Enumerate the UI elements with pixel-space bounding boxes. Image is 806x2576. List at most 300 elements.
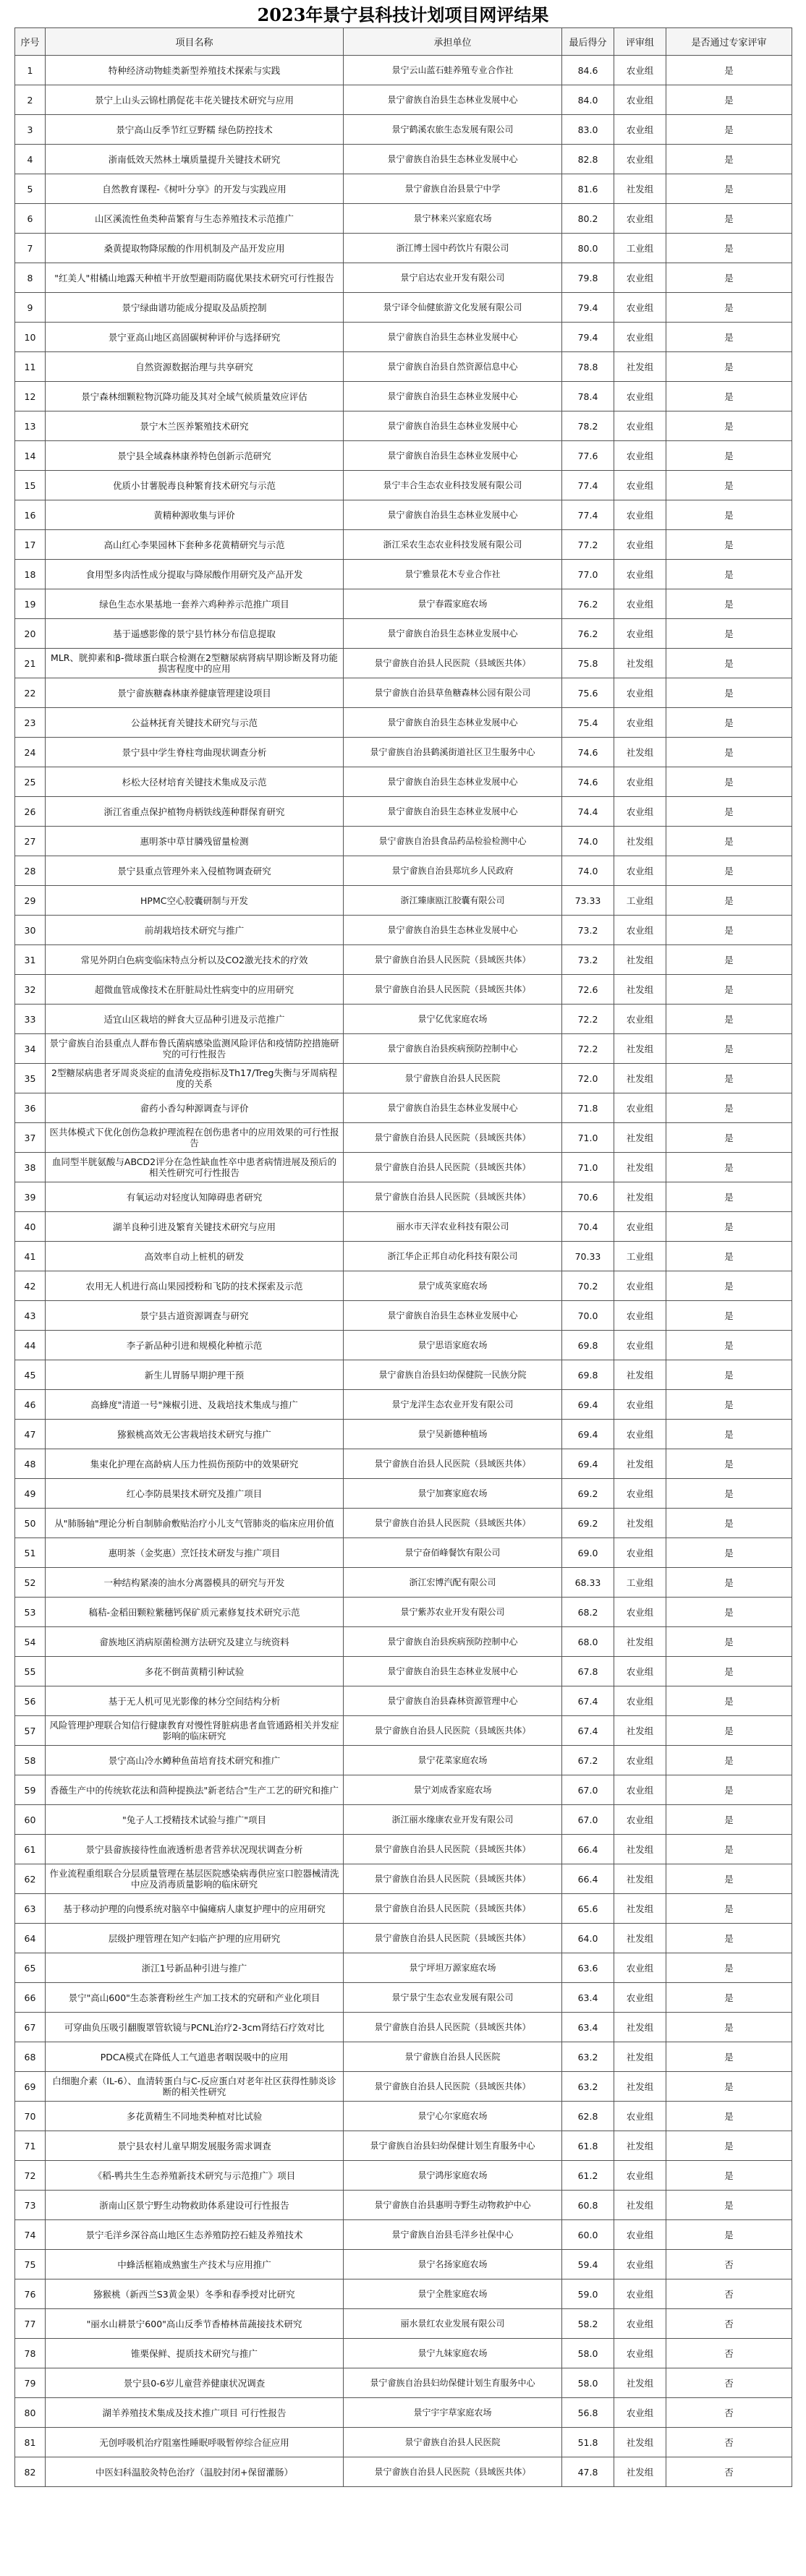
- cell-no: 20: [15, 619, 46, 649]
- cell-score: 77.4: [562, 471, 614, 500]
- cell-pass: 是: [666, 1983, 792, 2013]
- cell-score: 74.4: [562, 797, 614, 827]
- cell-no: 44: [15, 1331, 46, 1360]
- cell-project: 常见外阴白色病变临床特点分析以及CO2激光技术的疗效: [46, 945, 344, 975]
- cell-score: 51.8: [562, 2428, 614, 2457]
- table-row: [15, 1479, 792, 1509]
- table-row: [15, 2457, 792, 2487]
- cell-project: 景宁县中学生脊柱弯曲现状调查分析: [46, 738, 344, 767]
- cell-unit: 景宁畲族自治县人民医院（县域医共体）: [344, 975, 562, 1005]
- cell-unit: 景宁畲族自治县妇幼保健院一民族分院: [344, 1360, 562, 1390]
- cell-project: 惠明茶（金奖惠）烹饪技术研发与推广项目: [46, 1538, 344, 1568]
- cell-project: 浙江省重点保护植物舟柄铁线莲种群保育研究: [46, 797, 344, 827]
- cell-project: 新生儿胃肠早期护理干预: [46, 1360, 344, 1390]
- table-row: [15, 1568, 792, 1598]
- cell-unit: 景宁成英家庭农场: [344, 1271, 562, 1301]
- table-row: [15, 767, 792, 797]
- cell-unit: 景宁畲族自治县郑坑乡人民政府: [344, 856, 562, 886]
- cell-score: 70.2: [562, 1271, 614, 1301]
- cell-unit: 景宁畲族自治县生态林业发展中心: [344, 382, 562, 411]
- table-row: [15, 145, 792, 174]
- cell-pass: 是: [666, 441, 792, 471]
- cell-project: 黄精种源收集与评价: [46, 500, 344, 530]
- cell-no: 36: [15, 1093, 46, 1123]
- cell-group: 农业组: [614, 500, 666, 530]
- cell-pass: 否: [666, 2339, 792, 2368]
- cell-group: 工业组: [614, 1568, 666, 1598]
- table-row: [15, 1420, 792, 1449]
- cell-score: 72.2: [562, 1005, 614, 1034]
- cell-group: 农业组: [614, 1420, 666, 1449]
- cell-pass: 是: [666, 1360, 792, 1390]
- cell-pass: 是: [666, 945, 792, 975]
- cell-no: 4: [15, 145, 46, 174]
- cell-group: 农业组: [614, 530, 666, 560]
- table-row: [15, 1331, 792, 1360]
- cell-unit: 景宁龙洋生态农业开发有限公司: [344, 1390, 562, 1420]
- cell-score: 63.2: [562, 2072, 614, 2102]
- cell-no: 69: [15, 2072, 46, 2102]
- table-row: [15, 797, 792, 827]
- cell-score: 66.4: [562, 1864, 614, 1894]
- cell-pass: 是: [666, 649, 792, 678]
- cell-score: 79.4: [562, 323, 614, 352]
- cell-project: 高蜂度"清道一号"辣椒引进、及栽培技术集成与推广: [46, 1390, 344, 1420]
- cell-pass: 是: [666, 708, 792, 738]
- cell-no: 8: [15, 263, 46, 293]
- cell-pass: 是: [666, 1420, 792, 1449]
- cell-pass: 是: [666, 856, 792, 886]
- cell-no: 47: [15, 1420, 46, 1449]
- cell-project: "丽水山耕景宁600"高山反季节香椿林苗蔬接技术研究: [46, 2309, 344, 2339]
- cell-pass: 否: [666, 2398, 792, 2428]
- table-row: [15, 2042, 792, 2072]
- cell-project: 景宁上山头云锦杜鹃促花丰花关键技术研究与应用: [46, 85, 344, 115]
- cell-unit: 景宁畲族自治县人民医院（县域医共体）: [344, 1864, 562, 1894]
- cell-project: 景宁高山冷水鳟种鱼苗培育技术研究和推广: [46, 1746, 344, 1775]
- cell-unit: 景宁全胜家庭农场: [344, 2279, 562, 2309]
- cell-group: 农业组: [614, 1953, 666, 1983]
- cell-group: 农业组: [614, 916, 666, 945]
- cell-no: 52: [15, 1568, 46, 1598]
- cell-no: 35: [15, 1064, 46, 1093]
- cell-score: 67.2: [562, 1746, 614, 1775]
- cell-unit: 景宁畲族自治县生态林业发展中心: [344, 1093, 562, 1123]
- page-title: 2023年景宁县科技计划项目网评结果: [257, 4, 549, 25]
- table-row: [15, 234, 792, 263]
- table-row: [15, 708, 792, 738]
- cell-score: 67.4: [562, 1716, 614, 1746]
- cell-pass: 是: [666, 530, 792, 560]
- cell-score: 59.4: [562, 2250, 614, 2279]
- cell-unit: 景宁畲族自治县生态林业发展中心: [344, 85, 562, 115]
- cell-pass: 是: [666, 500, 792, 530]
- cell-unit: 景宁雅景花木专业合作社: [344, 560, 562, 589]
- cell-pass: 是: [666, 1924, 792, 1953]
- table-row: [15, 1746, 792, 1775]
- table-row: [15, 174, 792, 204]
- cell-score: 83.0: [562, 115, 614, 145]
- header-group: 评审组: [614, 28, 666, 56]
- cell-group: 社发组: [614, 1924, 666, 1953]
- cell-unit: 浙江臻康瓯江胶囊有限公司: [344, 886, 562, 916]
- cell-score: 66.4: [562, 1835, 614, 1864]
- cell-unit: 景宁畲族自治县人民医院（县域医共体）: [344, 1894, 562, 1924]
- cell-unit: 景宁畲族自治县疾病预防控制中心: [344, 1627, 562, 1657]
- cell-group: 社发组: [614, 352, 666, 382]
- table-row: [15, 1775, 792, 1805]
- cell-no: 73: [15, 2191, 46, 2220]
- cell-pass: 是: [666, 1182, 792, 1212]
- cell-project: 集束化护理在高龄病人压力性损伤预防中的效果研究: [46, 1449, 344, 1479]
- cell-pass: 是: [666, 1390, 792, 1420]
- cell-no: 78: [15, 2339, 46, 2368]
- cell-score: 74.0: [562, 827, 614, 856]
- cell-group: 农业组: [614, 1657, 666, 1686]
- cell-group: 农业组: [614, 1805, 666, 1835]
- cell-group: 社发组: [614, 2368, 666, 2398]
- cell-unit: 景宁畲族自治县生态林业发展中心: [344, 441, 562, 471]
- cell-score: 69.0: [562, 1538, 614, 1568]
- cell-pass: 是: [666, 2161, 792, 2191]
- page: [0, 3, 806, 2576]
- cell-pass: 是: [666, 323, 792, 352]
- cell-score: 68.33: [562, 1568, 614, 1598]
- table-row: [15, 649, 792, 678]
- cell-group: 农业组: [614, 1598, 666, 1627]
- cell-unit: 景宁加赛家庭农场: [344, 1479, 562, 1509]
- cell-no: 59: [15, 1775, 46, 1805]
- table-row: [15, 263, 792, 293]
- cell-score: 77.0: [562, 560, 614, 589]
- cell-pass: 否: [666, 2428, 792, 2457]
- cell-score: 75.6: [562, 678, 614, 708]
- cell-score: 71.8: [562, 1093, 614, 1123]
- cell-score: 60.8: [562, 2191, 614, 2220]
- cell-pass: 否: [666, 2368, 792, 2398]
- cell-score: 79.8: [562, 263, 614, 293]
- cell-score: 70.6: [562, 1182, 614, 1212]
- cell-group: 社发组: [614, 945, 666, 975]
- cell-pass: 是: [666, 1093, 792, 1123]
- table-row: [15, 352, 792, 382]
- cell-unit: 景宁畲族自治县生态林业发展中心: [344, 145, 562, 174]
- table-row: [15, 1924, 792, 1953]
- cell-group: 社发组: [614, 1123, 666, 1153]
- table-row: [15, 2279, 792, 2309]
- table-row: [15, 2398, 792, 2428]
- cell-pass: 是: [666, 1598, 792, 1627]
- cell-score: 73.33: [562, 886, 614, 916]
- cell-project: 景宁县重点管理外来入侵植物调查研究: [46, 856, 344, 886]
- cell-project: 中医妇科温胶灸特色治疗（温胶封闭+保留灌肠）: [46, 2457, 344, 2487]
- cell-group: 社发组: [614, 174, 666, 204]
- cell-no: 48: [15, 1449, 46, 1479]
- cell-project: 畲药小香勾种源调查与评价: [46, 1093, 344, 1123]
- cell-score: 70.0: [562, 1301, 614, 1331]
- cell-no: 30: [15, 916, 46, 945]
- cell-no: 75: [15, 2250, 46, 2279]
- cell-no: 27: [15, 827, 46, 856]
- cell-group: 社发组: [614, 1716, 666, 1746]
- cell-pass: 是: [666, 1449, 792, 1479]
- cell-score: 72.6: [562, 975, 614, 1005]
- cell-unit: 景宁畲族自治县人民医院: [344, 2042, 562, 2072]
- cell-no: 58: [15, 1746, 46, 1775]
- cell-project: 中蜂活框箱成熟蜜生产技术与应用推广: [46, 2250, 344, 2279]
- cell-unit: 景宁畲族自治县生态林业发展中心: [344, 619, 562, 649]
- cell-group: 农业组: [614, 2339, 666, 2368]
- cell-unit: 景宁畲族自治县人民医院（县域医共体）: [344, 2072, 562, 2102]
- cell-unit: 景宁畲族自治县人民医院: [344, 1064, 562, 1093]
- cell-no: 10: [15, 323, 46, 352]
- cell-unit: 景宁畲族自治县疾病预防控制中心: [344, 1034, 562, 1064]
- cell-project: 畲族地区消病原菌检测方法研究及建立与统资料: [46, 1627, 344, 1657]
- cell-score: 56.8: [562, 2398, 614, 2428]
- cell-score: 69.2: [562, 1509, 614, 1538]
- cell-score: 63.4: [562, 2013, 614, 2042]
- cell-project: 景宁木兰医养繁殖技术研究: [46, 411, 344, 441]
- cell-pass: 是: [666, 1657, 792, 1686]
- cell-pass: 是: [666, 411, 792, 441]
- cell-project: 景宁高山反季节红豆野糯 绿色防控技术: [46, 115, 344, 145]
- cell-group: 社发组: [614, 1627, 666, 1657]
- table-row: [15, 589, 792, 619]
- cell-unit: 浙江采农生态农业科技发展有限公司: [344, 530, 562, 560]
- header-project: 项目名称: [46, 28, 344, 56]
- cell-project: 无创呼吸机治疗阻塞性睡眠呼吸暂停综合征应用: [46, 2428, 344, 2457]
- cell-group: 农业组: [614, 619, 666, 649]
- cell-score: 77.6: [562, 441, 614, 471]
- table-row: [15, 1864, 792, 1894]
- cell-score: 71.0: [562, 1153, 614, 1182]
- cell-project: 一种结构紧凑的油水分离器模具的研究与开发: [46, 1568, 344, 1598]
- table-row: [15, 560, 792, 589]
- cell-pass: 是: [666, 1835, 792, 1864]
- cell-no: 25: [15, 767, 46, 797]
- cell-no: 28: [15, 856, 46, 886]
- cell-score: 78.2: [562, 411, 614, 441]
- table-row: [15, 1953, 792, 1983]
- cell-pass: 是: [666, 1242, 792, 1271]
- cell-pass: 是: [666, 1271, 792, 1301]
- cell-pass: 是: [666, 293, 792, 323]
- cell-project: 浙江1号新品种引进与推广: [46, 1953, 344, 1983]
- cell-group: 农业组: [614, 1212, 666, 1242]
- cell-project: 景宁绿曲谱功能成分提取及品质控制: [46, 293, 344, 323]
- cell-group: 农业组: [614, 1093, 666, 1123]
- cell-project: 景宁畲族自治县重点人群布鲁氏菌病感染监测风险评估和疫情防控措施研究的可行性报告: [46, 1034, 344, 1064]
- table-row: [15, 1538, 792, 1568]
- cell-group: 农业组: [614, 589, 666, 619]
- cell-pass: 是: [666, 1064, 792, 1093]
- cell-group: 社发组: [614, 2131, 666, 2161]
- table-row: [15, 441, 792, 471]
- cell-group: 农业组: [614, 2161, 666, 2191]
- table-row: [15, 293, 792, 323]
- header-no: 序号: [15, 28, 46, 56]
- table-row: [15, 1034, 792, 1064]
- header-pass: 是否通过专家评审: [666, 28, 792, 56]
- cell-pass: 是: [666, 1153, 792, 1182]
- table-row: [15, 678, 792, 708]
- header-score: 最后得分: [562, 28, 614, 56]
- cell-project: 有氧运动对轻度认知障碍患者研究: [46, 1182, 344, 1212]
- cell-unit: 景宁畲族自治县生态林业发展中心: [344, 1301, 562, 1331]
- cell-no: 67: [15, 2013, 46, 2042]
- cell-project: 基于移动护理的向慢系统对脑卒中偏瘫病人康复护理中的应用研究: [46, 1894, 344, 1924]
- cell-no: 5: [15, 174, 46, 204]
- cell-no: 24: [15, 738, 46, 767]
- cell-pass: 是: [666, 827, 792, 856]
- cell-no: 74: [15, 2220, 46, 2250]
- table-row: [15, 1805, 792, 1835]
- table-row: [15, 1182, 792, 1212]
- cell-pass: 是: [666, 352, 792, 382]
- cell-group: 农业组: [614, 1983, 666, 2013]
- cell-group: 工业组: [614, 886, 666, 916]
- table-row: [15, 2102, 792, 2131]
- cell-no: 57: [15, 1716, 46, 1746]
- cell-pass: 是: [666, 1301, 792, 1331]
- cell-project: 湖羊良种引进及繁育关键技术研究与应用: [46, 1212, 344, 1242]
- cell-pass: 是: [666, 1509, 792, 1538]
- cell-unit: 景宁畲族自治县人民医院（县域医共体）: [344, 945, 562, 975]
- cell-score: 82.8: [562, 145, 614, 174]
- cell-project: 自然教育课程-《树叶分享》的开发与实践应用: [46, 174, 344, 204]
- table-row: [15, 323, 792, 352]
- cell-unit: 景宁畲族自治县自然资源信息中心: [344, 352, 562, 382]
- cell-project: 2型糖尿病患者牙周炎炎症的血清免疫指标及Th17/Treg失衡与牙周病程度的关系: [46, 1064, 344, 1093]
- cell-no: 80: [15, 2398, 46, 2428]
- cell-unit: 景宁启达农业开发有限公司: [344, 263, 562, 293]
- cell-score: 68.2: [562, 1598, 614, 1627]
- cell-pass: 是: [666, 234, 792, 263]
- cell-unit: 景宁春霞家庭农场: [344, 589, 562, 619]
- cell-project: 绿色生态水果基地一套养六鸡种养示范推广项目: [46, 589, 344, 619]
- cell-group: 农业组: [614, 1301, 666, 1331]
- cell-group: 社发组: [614, 1153, 666, 1182]
- cell-unit: 景宁名扬家庭农场: [344, 2250, 562, 2279]
- cell-project: 景宁毛洋乡深谷高山地区生态养殖防控石蛙及养殖技术: [46, 2220, 344, 2250]
- cell-unit: 景宁畲族自治县生态林业发展中心: [344, 323, 562, 352]
- cell-pass: 是: [666, 1746, 792, 1775]
- cell-unit: 景宁心尔家庭农场: [344, 2102, 562, 2131]
- cell-project: 农用无人机进行高山果园授粉和飞防的技术探索及示范: [46, 1271, 344, 1301]
- cell-unit: 浙江博士园中药饮片有限公司: [344, 234, 562, 263]
- cell-pass: 是: [666, 2072, 792, 2102]
- cell-project: 锥栗保鲜、提质技术研究与推广: [46, 2339, 344, 2368]
- table-row: [15, 1123, 792, 1153]
- table-row: [15, 1509, 792, 1538]
- cell-group: 工业组: [614, 1242, 666, 1271]
- cell-no: 49: [15, 1479, 46, 1509]
- cell-group: 社发组: [614, 738, 666, 767]
- table-row: [15, 1212, 792, 1242]
- cell-score: 74.0: [562, 856, 614, 886]
- table-row: [15, 2161, 792, 2191]
- cell-project: 景宁县畲族接待性血液透析患者营养状况现状调查分析: [46, 1835, 344, 1864]
- cell-project: 前胡栽培技术研究与推广: [46, 916, 344, 945]
- cell-group: 农业组: [614, 85, 666, 115]
- cell-score: 72.0: [562, 1064, 614, 1093]
- cell-pass: 是: [666, 560, 792, 589]
- cell-group: 社发组: [614, 1894, 666, 1924]
- cell-no: 3: [15, 115, 46, 145]
- cell-score: 76.2: [562, 589, 614, 619]
- cell-no: 40: [15, 1212, 46, 1242]
- cell-pass: 是: [666, 1894, 792, 1924]
- cell-no: 42: [15, 1271, 46, 1301]
- cell-group: 社发组: [614, 975, 666, 1005]
- cell-group: 农业组: [614, 323, 666, 352]
- cell-pass: 是: [666, 619, 792, 649]
- cell-project: 多花不倒苗黄精引种试验: [46, 1657, 344, 1686]
- cell-pass: 是: [666, 886, 792, 916]
- cell-group: 社发组: [614, 1182, 666, 1212]
- table-row: [15, 2220, 792, 2250]
- cell-no: 41: [15, 1242, 46, 1271]
- cell-no: 46: [15, 1390, 46, 1420]
- cell-unit: 景宁畲族自治县景宁中学: [344, 174, 562, 204]
- cell-group: 社发组: [614, 1034, 666, 1064]
- cell-group: 社发组: [614, 2072, 666, 2102]
- cell-group: 社发组: [614, 2428, 666, 2457]
- table-row: [15, 2250, 792, 2279]
- cell-group: 农业组: [614, 56, 666, 85]
- cell-group: 农业组: [614, 145, 666, 174]
- cell-project: 基于遥感影像的景宁县竹林分布信息提取: [46, 619, 344, 649]
- cell-project: 适宜山区栽培的鲜食大豆品种引进及示范推广: [46, 1005, 344, 1034]
- cell-unit: 景宁花菜家庭农场: [344, 1746, 562, 1775]
- cell-pass: 是: [666, 1686, 792, 1716]
- cell-pass: 是: [666, 767, 792, 797]
- cell-no: 6: [15, 204, 46, 234]
- cell-score: 65.6: [562, 1894, 614, 1924]
- table-body: [15, 56, 792, 2487]
- cell-unit: 景宁畲族自治县人民医院（县域医共体）: [344, 649, 562, 678]
- cell-no: 66: [15, 1983, 46, 2013]
- table-row: [15, 1627, 792, 1657]
- cell-score: 79.4: [562, 293, 614, 323]
- cell-score: 62.8: [562, 2102, 614, 2131]
- cell-project: 猕猴桃高效无公害栽培技术研究与推广: [46, 1420, 344, 1449]
- cell-no: 60: [15, 1805, 46, 1835]
- cell-no: 9: [15, 293, 46, 323]
- cell-group: 农业组: [614, 471, 666, 500]
- cell-unit: 景宁吴新德种植场: [344, 1420, 562, 1449]
- cell-pass: 是: [666, 263, 792, 293]
- table-row: [15, 1894, 792, 1924]
- table-row: [15, 411, 792, 441]
- cell-no: 77: [15, 2309, 46, 2339]
- cell-pass: 是: [666, 1953, 792, 1983]
- cell-pass: 是: [666, 2191, 792, 2220]
- cell-project: 杉松大径材培育关键技术集成及示范: [46, 767, 344, 797]
- cell-project: 惠明茶中草甘膦残留量检测: [46, 827, 344, 856]
- table-row: [15, 1242, 792, 1271]
- cell-group: 农业组: [614, 708, 666, 738]
- table-row: [15, 856, 792, 886]
- cell-project: 基于无人机可见光影像的林分空间结构分析: [46, 1686, 344, 1716]
- cell-pass: 否: [666, 2279, 792, 2309]
- header-unit: 承担单位: [344, 28, 562, 56]
- cell-project: 高效率自动上桩机的研发: [46, 1242, 344, 1271]
- cell-unit: 景宁丰合生态农业科技发展有限公司: [344, 471, 562, 500]
- cell-no: 62: [15, 1864, 46, 1894]
- cell-project: 公益林抚育关键技术研究与示范: [46, 708, 344, 738]
- cell-pass: 是: [666, 1538, 792, 1568]
